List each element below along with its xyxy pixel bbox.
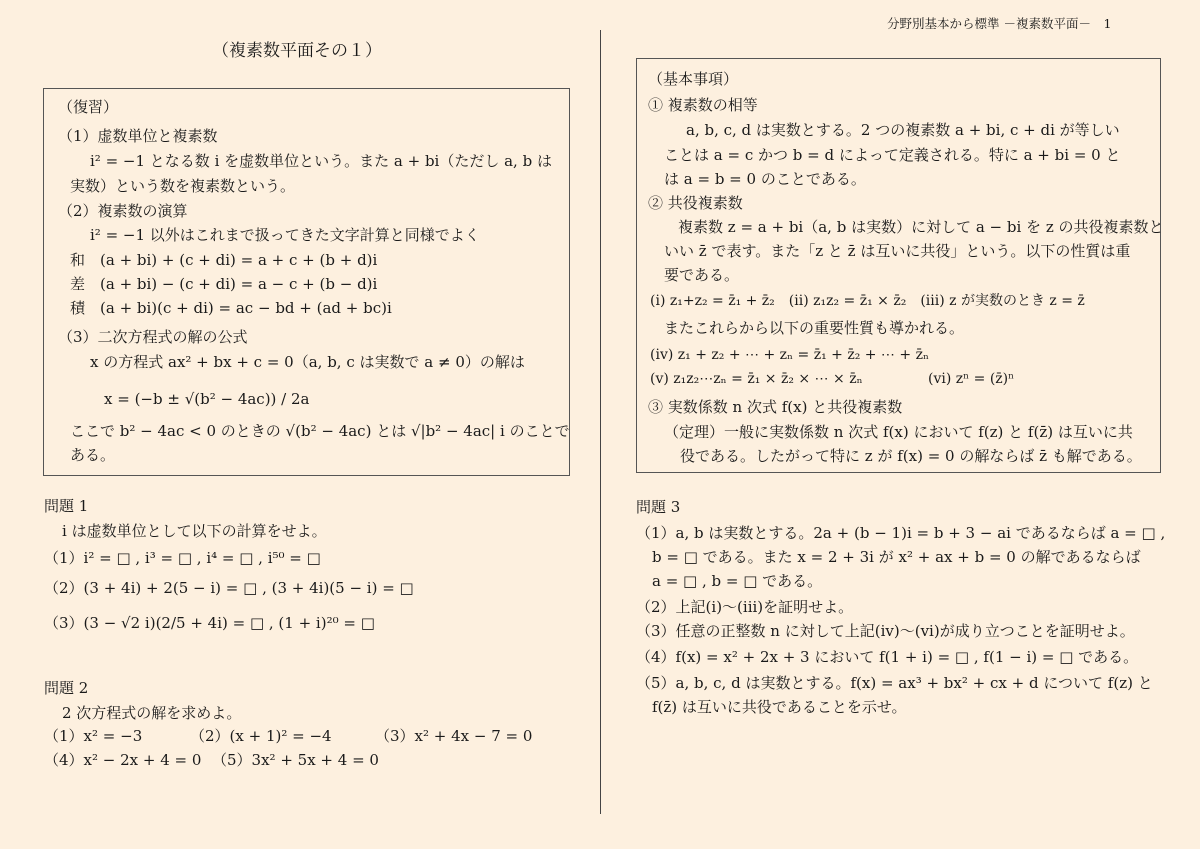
basics-property: (iv) z₁ + z₂ + ⋯ + zₙ = z̄₁ + z̄₂ + ⋯ + z̄ₙ [650,347,929,363]
quadratic-formula: x = (−b ± √(b² − 4ac)) / 2a [104,390,310,408]
review-product: 積 (a + bi)(c + di) = ac − bd + (ad + bc)i [70,299,392,317]
problem3-line: （1）a, b は実数とする。2a + (b − 1)i = b + 3 − ai であるならば a = □ , [636,524,1166,542]
review-line: i² = −1 以外はこれまで扱ってきた文字計算と同様でよく [90,226,480,244]
problem2-item: （4）x² − 2x + 4 = 0 [44,751,202,769]
basics-line: ③ 実数係数 n 次式 f(x) と共役複素数 [648,398,903,416]
basics-line: ② 共役複素数 [648,194,743,212]
basics-line: いい z̄ で表す。また「z と z̄ は互いに共役」という。以下の性質は重 [664,242,1131,260]
problem1-intro: i は虚数単位として以下の計算をせよ。 [62,522,327,540]
problem3-line: b = □ である。また x = 2 + 3i が x² + ax + b = 0 の解であるならば [652,548,1141,566]
problem3-line: f(z̄) は互いに共役であることを示せ。 [652,698,907,716]
basics-line: ことは a = c かつ b = d によって定義される。特に a + bi = 0 と [664,146,1121,164]
problem2-intro: 2 次方程式の解を求めよ。 [62,704,242,722]
basics-property: (vi) zⁿ = (z̄)ⁿ [928,371,1015,387]
basics-line: 役である。したがって特に z が f(x) = 0 の解ならば z̄ も解である。 [680,447,1142,465]
review-heading: （復習） [58,98,119,116]
basics-line: 複素数 z = a + bi（a, b は実数）に対して a − bi を z の共役複素数と [678,218,1164,236]
problem3-line: （3）任意の正整数 n に対して上記(iv)～(vi)が成り立つことを証明せよ。 [636,622,1135,640]
review-line: 実数）という数を複素数という。 [70,177,296,195]
review-line: x の方程式 ax² + bx + c = 0（a, b, c は実数で a ≠ 0）の解は [90,353,525,371]
problem3-line: （2）上記(i)～(iii)を証明せよ。 [636,598,854,616]
review-difference: 差 (a + bi) − (c + di) = a − c + (b − d)i [70,275,378,293]
problem2-heading: 問題 2 [44,679,89,697]
review-sum: 和 (a + bi) + (c + di) = a + c + (b + d)i [70,251,378,269]
column-divider [600,30,601,814]
problem3-heading: 問題 3 [636,498,681,516]
problem2-item: （1）x² = −3 [44,727,143,745]
problem2-item: （2）(x + 1)² = −4 [190,727,332,745]
problem3-line: （5）a, b, c, d は実数とする。f(x) = ax³ + bx² + cx + d について f(z) と [636,674,1153,692]
basics-heading: （基本事項） [648,70,739,88]
problem2-item: （5）3x² + 5x + 4 = 0 [212,751,379,769]
review-line: ある。 [70,446,116,464]
review-line: i² = −1 となる数 i を虚数単位という。また a + bi（ただし a, b は [90,152,552,170]
problem1-item: （3）(3 − √2 i)(2/5 + 4i) = □ , (1 + i)²⁰ = □ [44,614,375,632]
running-header: 分野別基本から標準 －複素数平面－ 1 [887,16,1112,31]
basics-line: a, b, c, d は実数とする。2 つの複素数 a + bi, c + di が等しい [686,121,1120,139]
problem1-item: （2）(3 + 4i) + 2(5 − i) = □ , (3 + 4i)(5 − i) = □ [44,579,414,597]
problem3-line: a = □ , b = □ である。 [652,572,823,590]
review-line: （1）虚数単位と複素数 [58,127,218,145]
review-line: （2）複素数の演算 [58,202,188,220]
page-title: （複素数平面その１） [212,41,382,61]
review-line: ここで b² − 4ac < 0 のときの √(b² − 4ac) とは √|b² − 4ac| i のことで [70,422,570,440]
review-line: （3）二次方程式の解の公式 [58,328,248,346]
basics-line: は a = b = 0 のことである。 [664,170,866,188]
basics-line: （定理）一般に実数係数 n 次式 f(x) において f(z) と f(z̄) は互いに共 [664,423,1133,441]
basics-properties: (i) z₁+z₂ = z̄₁ + z̄₂ (ii) z₁z₂ = z̄₁ × z̄₂ (iii) z が実数のとき z = z̄ [650,293,1085,309]
problem1-heading: 問題 1 [44,497,89,515]
problem2-item: （3）x² + 4x − 7 = 0 [375,727,533,745]
basics-line: ① 複素数の相等 [648,96,758,114]
basics-property: (v) z₁z₂⋯zₙ = z̄₁ × z̄₂ × ⋯ × z̄ₙ [650,371,863,387]
problem1-item: （1）i² = □ , i³ = □ , i⁴ = □ , i⁵⁰ = □ [44,549,321,567]
basics-line: 要である。 [664,266,740,284]
basics-line: またこれらから以下の重要性質も導かれる。 [664,319,965,337]
problem3-line: （4）f(x) = x² + 2x + 3 において f(1 + i) = □ , f(1 − i) = □ である。 [636,648,1139,666]
